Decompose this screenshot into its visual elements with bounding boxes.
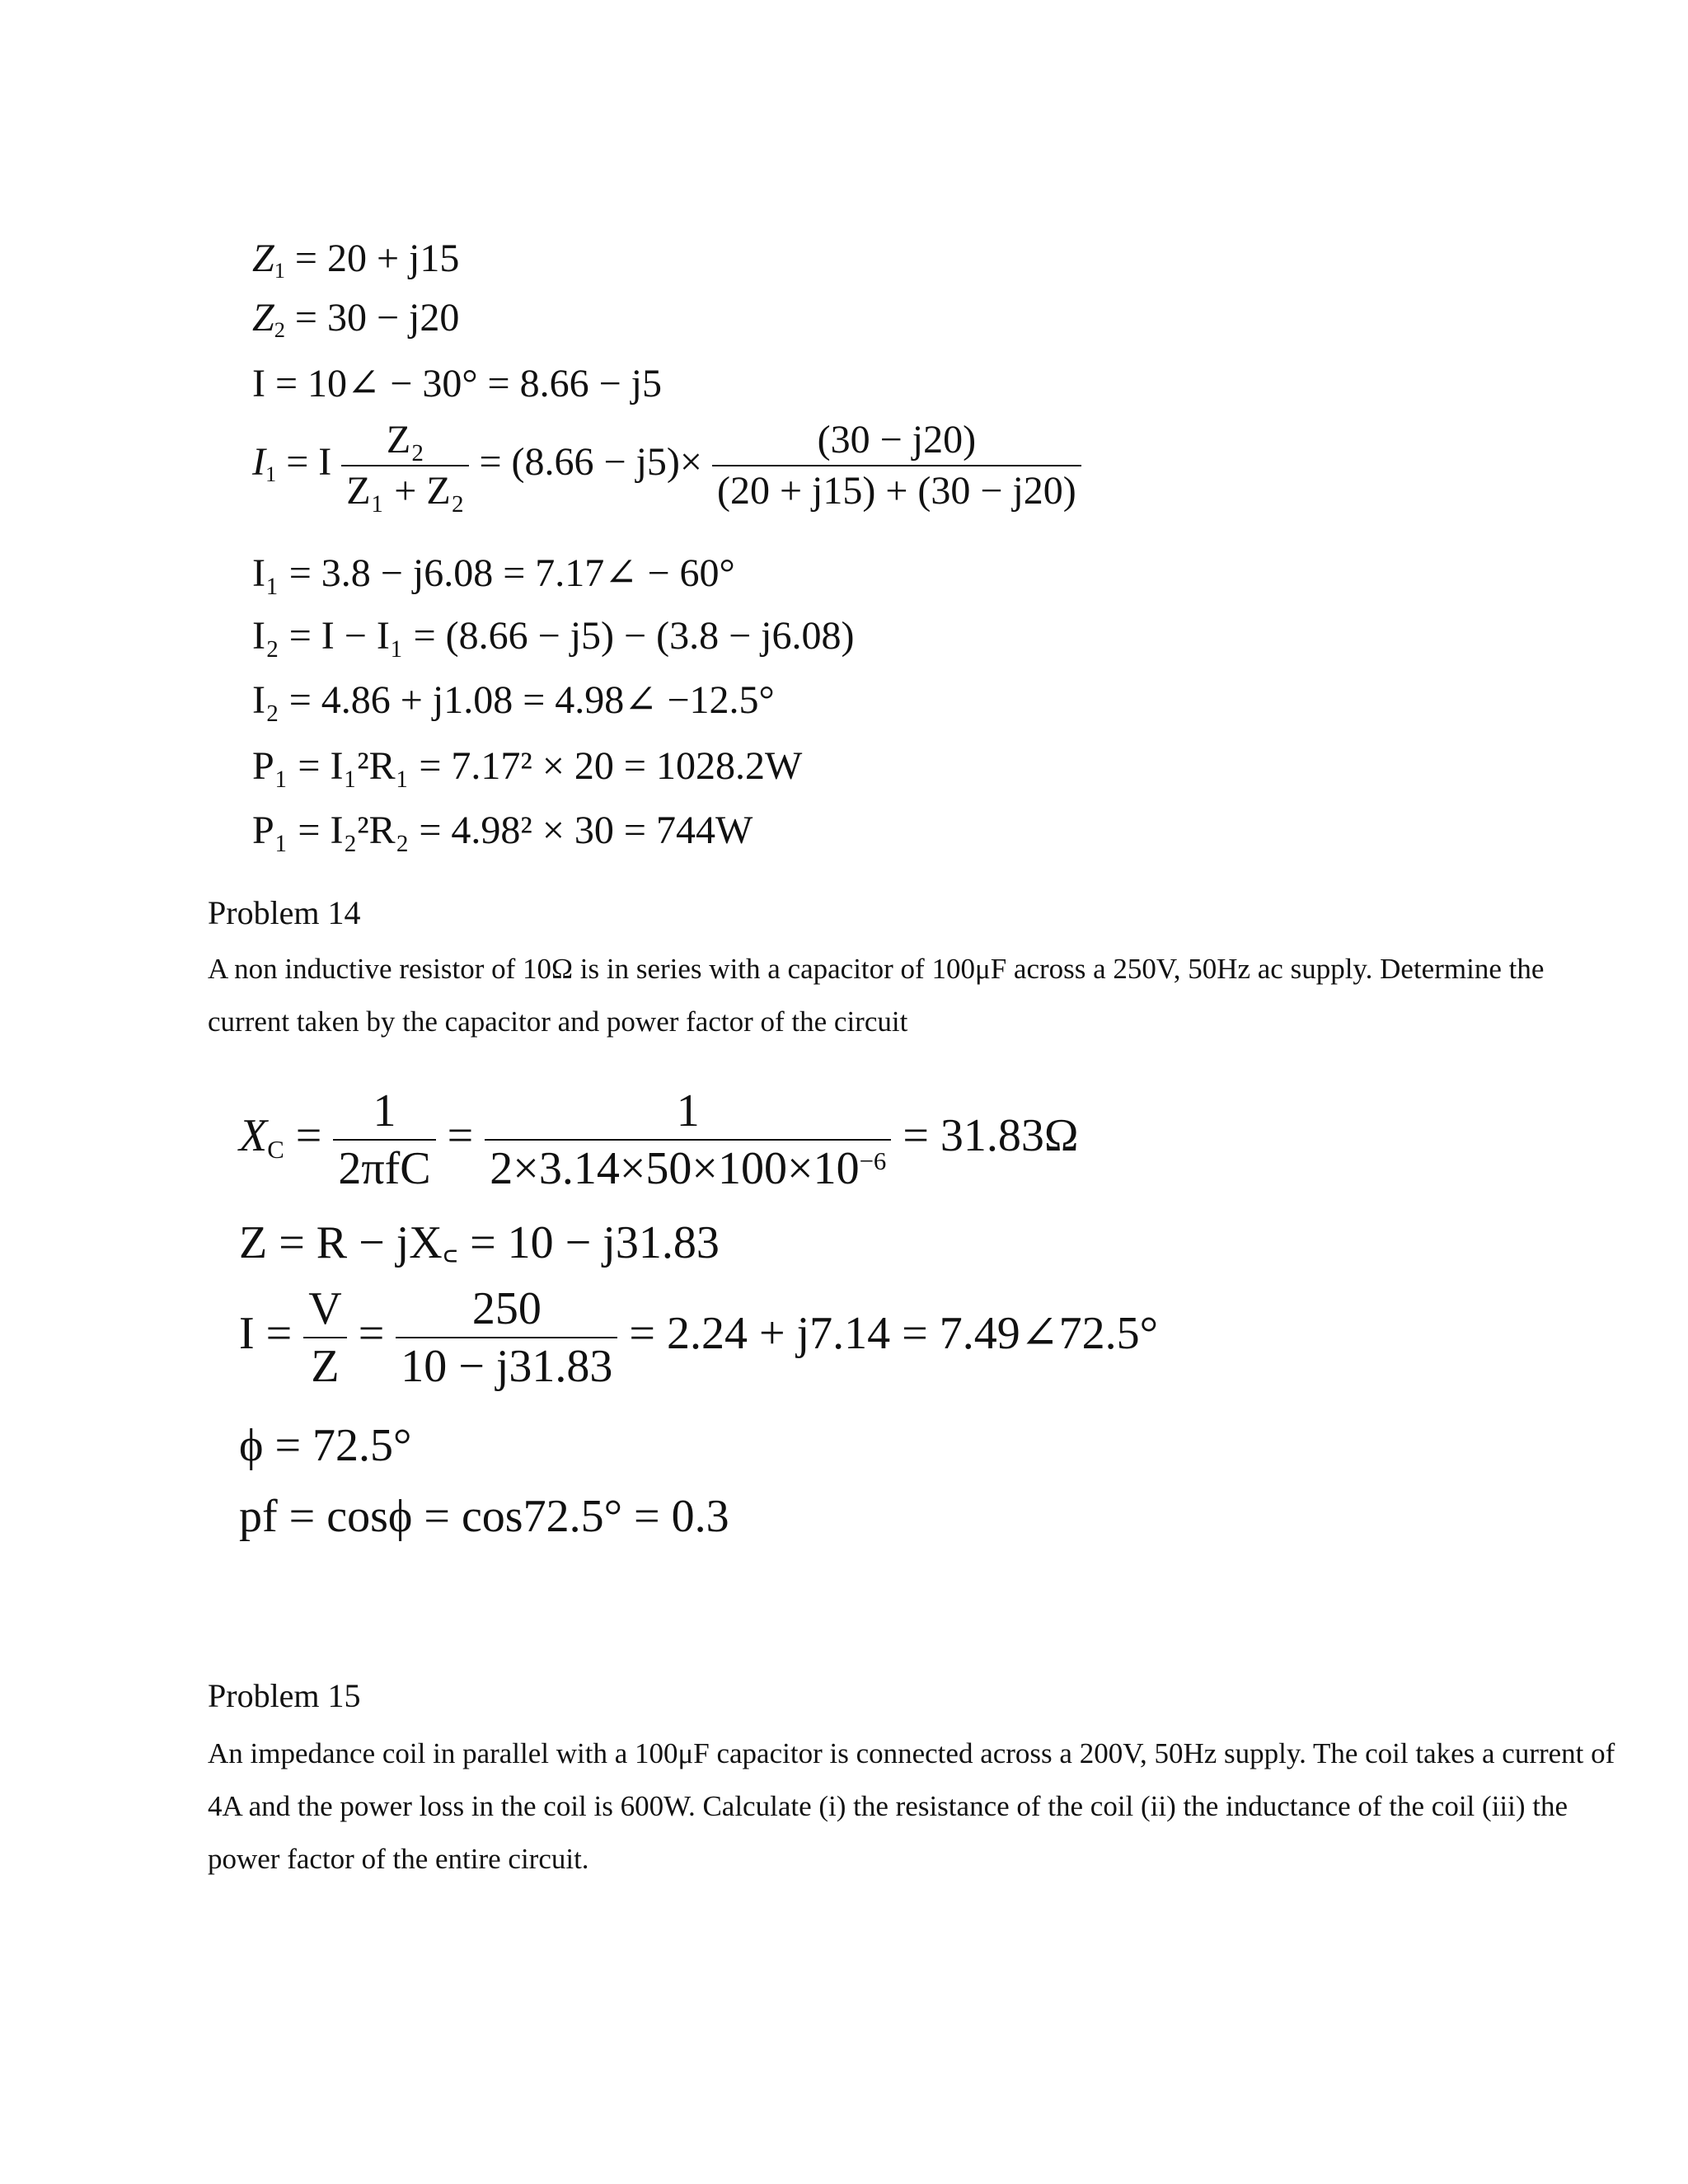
equation-power-factor: pf = cosϕ = cos72.5° = 0.3: [239, 1491, 729, 1542]
problem-15-title: Problem 15: [208, 1677, 361, 1714]
equation-i2-result: I₂ = 4.86 + j1.08 = 4.98∠ −12.5°: [252, 678, 775, 722]
fraction-v-over-z: $\frac{V}{Z}$: [303, 1286, 346, 1390]
equation-i2-expression: I₂ = I − I₁ = (8.66 − j5) − (3.8 − j6.08): [252, 614, 855, 658]
equation-current-divider: $I_1 = I$ $\frac{\text{Z₂}}{\text{Z₁ + Z₂}}$ = (8.66 − j5)× $\frac{(30 - j20)}{(20 + j15) + (30 - j20)}$: [252, 420, 1081, 511]
fraction-xc-numeric: $\frac{1}{2\times 3.14\times 50\times 100\times 10^{-6}}$: [485, 1088, 891, 1192]
equation-impedance: Z = R − jX꜀ = 10 − j31.83: [239, 1217, 720, 1268]
equation-z1: $Z_1 = 20 + j15$: [252, 237, 460, 283]
fraction-1-over-2pifc: $\frac{1}{\text{2πfC}}$: [333, 1088, 435, 1192]
equation-phase-angle: ϕ = 72.5°: [239, 1420, 412, 1471]
equation-p1: P₁ = I₁²R₁ = 7.17² × 20 = 1028.2W: [252, 744, 803, 788]
equation-xc: $X_C$ = $\frac{1}{\text{2πfC}}$ = $\frac{1}{2\times 3.14\times 50\times 100\times 10^{-6}}$ = 31.83Ω: [239, 1085, 1079, 1194]
equation-current-total: I = 10∠ − 30° = 8.66 − j5: [252, 362, 663, 405]
problem-15-text: An impedance coil in parallel with a 100μF capacitor is connected across a 200V, 50Hz supply. The coil takes a current of 4A and the power loss in the coil is 600W. Calculate (i) the resistance of the coil (ii) the inductance of the coil (iii) the power factor of the entire circuit.: [208, 1737, 1615, 1875]
fraction-impedance-ratio: $\frac{(30 - j20)}{(20 + j15) + (30 - j20)}$: [712, 420, 1081, 511]
problem-14-title: Problem 14: [208, 894, 361, 931]
equation-i1-result: I₁ = 3.8 − j6.08 = 7.17∠ − 60°: [252, 551, 735, 595]
equation-p2: P₁ = I₂²R₂ = 4.98² × 30 = 744W: [252, 808, 753, 852]
fraction-current-numeric: $\frac{250}{10 - j31.83}$: [396, 1286, 617, 1390]
equation-z2: $Z_2 = 30 - j20$: [252, 296, 460, 342]
problem-14-text: A non inductive resistor of 10Ω is in series with a capacitor of 100μF across a 250V, 50Hz ac supply. Determine the current taken by the capacitor and power factor of the circuit: [208, 953, 1545, 1038]
fraction-z2-over-sum: $\frac{\text{Z₂}}{\text{Z₁ + Z₂}}$: [341, 420, 469, 511]
equation-current: I = $\frac{V}{Z}$ = $\frac{250}{10 - j31.83}$ = 2.24 + j7.14 = 7.49∠72.5°: [239, 1283, 1159, 1392]
